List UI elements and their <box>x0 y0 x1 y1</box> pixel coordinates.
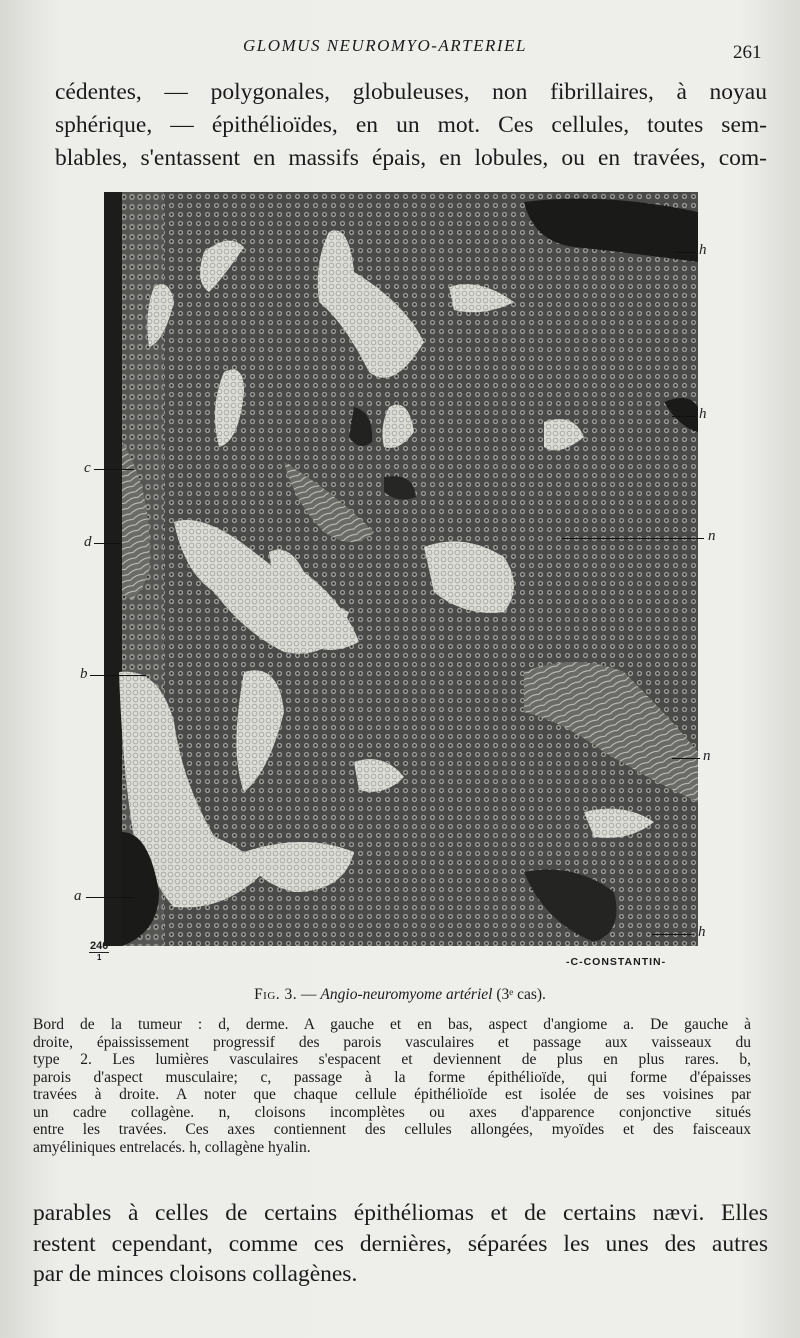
label-c: c <box>84 460 91 476</box>
page-number: 261 <box>733 42 762 63</box>
magnification-fraction <box>89 940 109 962</box>
label-h: h <box>699 242 707 258</box>
histology-drawing <box>104 192 698 946</box>
paragraph-line: restent cependant, comme ces dernières, séparées les unes des autres <box>33 1230 768 1257</box>
paragraph-line: parables à celles de certains épithéliomas et de certains nævi. Elles <box>33 1200 768 1226</box>
caption-dash: — <box>297 986 321 1003</box>
legend-line: travées à droite. A noter que chaque cellule épithélioïde est isolée de ses voisines par <box>33 1086 751 1103</box>
leader-line <box>652 934 692 935</box>
running-head <box>0 36 800 63</box>
figure-label: Fig. 3. <box>254 986 298 1003</box>
bottom-paragraph <box>33 1198 768 1290</box>
legend-line: Bord de la tumeur : d, derme. A gauche et en bas, aspect d'angiome a. De gauche à <box>33 1016 751 1033</box>
label-a: a <box>74 888 82 904</box>
paragraph-line: cédentes, — polygonales, globuleuses, non fibrillaires, à noyau <box>55 79 767 105</box>
paragraph-line: sphérique, — épithélioïdes, en un mot. Ces cellules, toutes sem- <box>55 112 767 138</box>
magnification-denominator: 1 <box>96 953 102 962</box>
legend-line: type 2. Les lumières vasculaires s'espacent et deviennent de plus en plus rares. b, <box>33 1051 751 1068</box>
leader-line <box>672 758 700 759</box>
legend-line: un cadre collagène. n, cloisons incomplètes ou axes d'apparence conjonctive situés <box>33 1103 751 1121</box>
top-paragraph <box>55 76 767 175</box>
label-n: n <box>708 528 716 544</box>
legend-line: amyéliniques entrelacés. h, collagène hyalin. <box>33 1138 311 1156</box>
label-h: h <box>698 924 706 940</box>
figure-caption <box>0 986 800 1004</box>
paragraph-line: blables, s'entassent en massifs épais, en lobules, ou en travées, com- <box>55 145 767 171</box>
leader-line <box>562 538 704 539</box>
leader-line <box>676 252 696 253</box>
label-n: n <box>703 748 711 764</box>
legend-line: entre les travées. Ces axes contiennent des cellules allongées, myoïdes et des faisceaux <box>33 1121 751 1138</box>
figure-legend <box>33 1016 751 1156</box>
leader-line <box>90 675 146 676</box>
legend-line: droite, épaississement progressif des parois vasculaires et passage aux vaisseaux du <box>33 1033 751 1051</box>
leader-line <box>672 416 696 417</box>
magnification-numerator: 240 <box>90 940 109 952</box>
label-b: b <box>80 666 88 682</box>
histology-plate-image <box>104 192 698 946</box>
figure-name: Angio-neuromyome artériel <box>320 986 493 1003</box>
label-h: h <box>699 406 707 422</box>
leader-line <box>94 469 134 470</box>
illustrator-signature: -C-CONSTANTIN- <box>566 956 667 968</box>
paragraph-line: par de minces cloisons collagènes. <box>33 1261 358 1287</box>
figure-case: (3ᵉ cas). <box>492 986 546 1003</box>
leader-line <box>94 543 120 544</box>
leader-line <box>86 897 132 898</box>
running-title: GLOMUS NEUROMYO-ARTERIEL <box>243 36 527 55</box>
label-d: d <box>84 534 92 550</box>
legend-line: parois d'aspect musculaire; c, passage à la forme épithélioïde, qui forme d'épaisses <box>33 1068 751 1086</box>
